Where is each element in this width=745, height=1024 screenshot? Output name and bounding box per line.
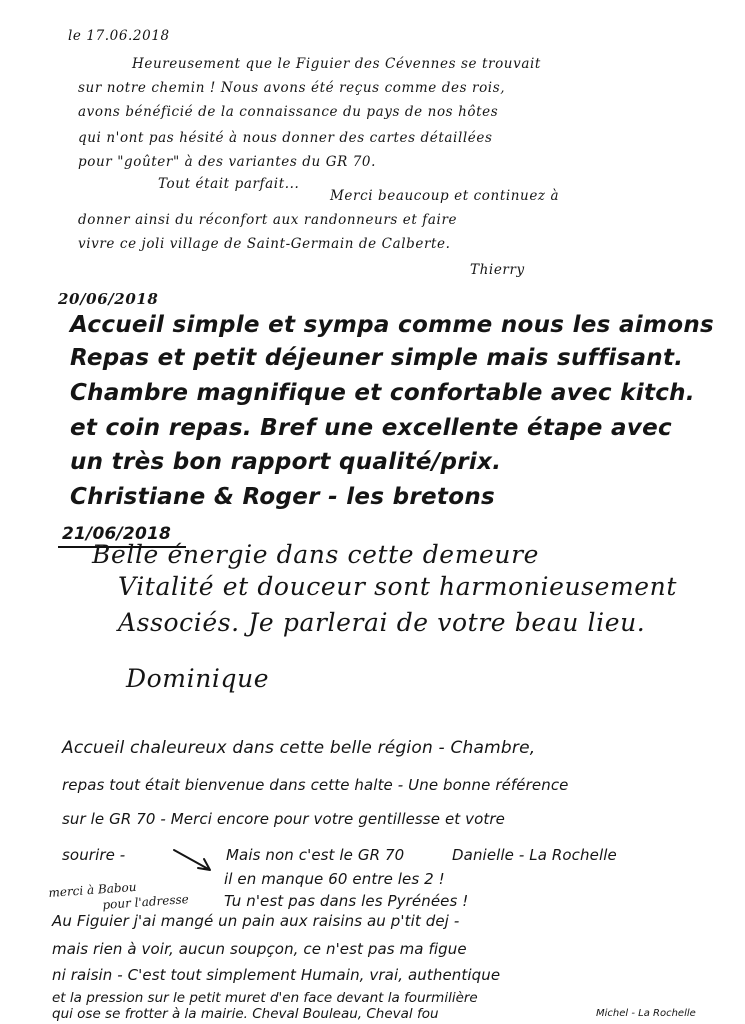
entry1-date: le 17.06.2018	[68, 28, 170, 44]
entry1-line-8: donner ainsi du réconfort aux randonneurs et faire	[78, 212, 458, 228]
entry5-line-3: ni raisin - C'est tout simplement Humain, vrai, authentique	[52, 966, 501, 984]
entry5-margin-note-2: pour l'adresse	[102, 891, 190, 912]
entry5-line-2: mais rien à voir, aucun soupçon, ce n'est pas ma figue	[52, 940, 467, 958]
entry5-signature: Michel - La Rochelle	[596, 1008, 696, 1019]
entry3-date: 21/06/2018	[62, 524, 172, 544]
entry3-line-1: Belle énergie dans cette demeure	[92, 540, 540, 569]
entry2-line-1: Accueil simple et sympa comme nous les aimons	[70, 312, 714, 338]
entry3-line-2: Vitalité et douceur sont harmonieusement	[118, 572, 678, 601]
entry1-signature: Thierry	[470, 262, 525, 278]
entry2-date: 20/06/2018	[58, 290, 159, 308]
entry5-line-5: qui ose se frotter à la mairie. Cheval Bouleau, Cheval fou	[52, 1006, 439, 1022]
entry4-reply-1: Mais non c'est le GR 70	[226, 846, 405, 864]
entry4-line-4: sourire -	[62, 846, 126, 864]
entry1-line-9: vivre ce joli village de Saint-Germain de Calberte.	[78, 236, 451, 252]
entry4-line-2: repas tout était bienvenue dans cette halte - Une bonne référence	[62, 776, 569, 794]
entry1-line-2: sur notre chemin ! Nous avons été reçus comme des rois,	[78, 80, 506, 96]
entry1-line-5: pour "goûter" à des variantes du GR 70.	[78, 154, 377, 170]
entry1-line-3: avons bénéficié de la connaissance du pays de nos hôtes	[78, 104, 499, 120]
arrow-icon	[170, 846, 218, 876]
entry4-reply-3: Tu n'est pas dans les Pyrénées !	[224, 892, 469, 910]
entry1-line-7: Merci beaucoup et continuez à	[330, 188, 560, 204]
entry1-line-4: qui n'ont pas hésité à nous donner des cartes détaillées	[78, 130, 493, 146]
entry2-line-2: Repas et petit déjeuner simple mais suffisant.	[70, 345, 684, 371]
entry3-line-3: Associés. Je parlerai de votre beau lieu.	[118, 608, 646, 637]
entry5-line-1: Au Figuier j'ai mangé un pain aux raisins au p'tit dej -	[52, 912, 460, 930]
entry3-signature: Dominique	[126, 664, 270, 693]
entry2-line-5: un très bon rapport qualité/prix.	[70, 449, 502, 475]
entry4-line-1: Accueil chaleureux dans cette belle région - Chambre,	[62, 738, 536, 758]
entry4-reply-2: il en manque 60 entre les 2 !	[224, 870, 445, 888]
entry1-line-1: Heureusement que le Figuier des Cévennes se trouvait	[132, 56, 541, 72]
entry2-line-3: Chambre magnifique et confortable avec kitch.	[70, 380, 695, 406]
entry4-line-3: sur le GR 70 - Merci encore pour votre gentillesse et votre	[62, 810, 505, 828]
entry2-signature: Christiane & Roger - les bretons	[70, 484, 495, 510]
entry1-line-6: Tout était parfait...	[158, 176, 300, 192]
entry5-margin-note-1: merci à Babou	[48, 879, 137, 900]
entry4-signature: Danielle - La Rochelle	[452, 846, 617, 864]
entry2-line-4: et coin repas. Bref une excellente étape avec	[70, 415, 672, 441]
entry5-line-4: et la pression sur le petit muret d'en face devant la fourmilière	[52, 990, 478, 1006]
